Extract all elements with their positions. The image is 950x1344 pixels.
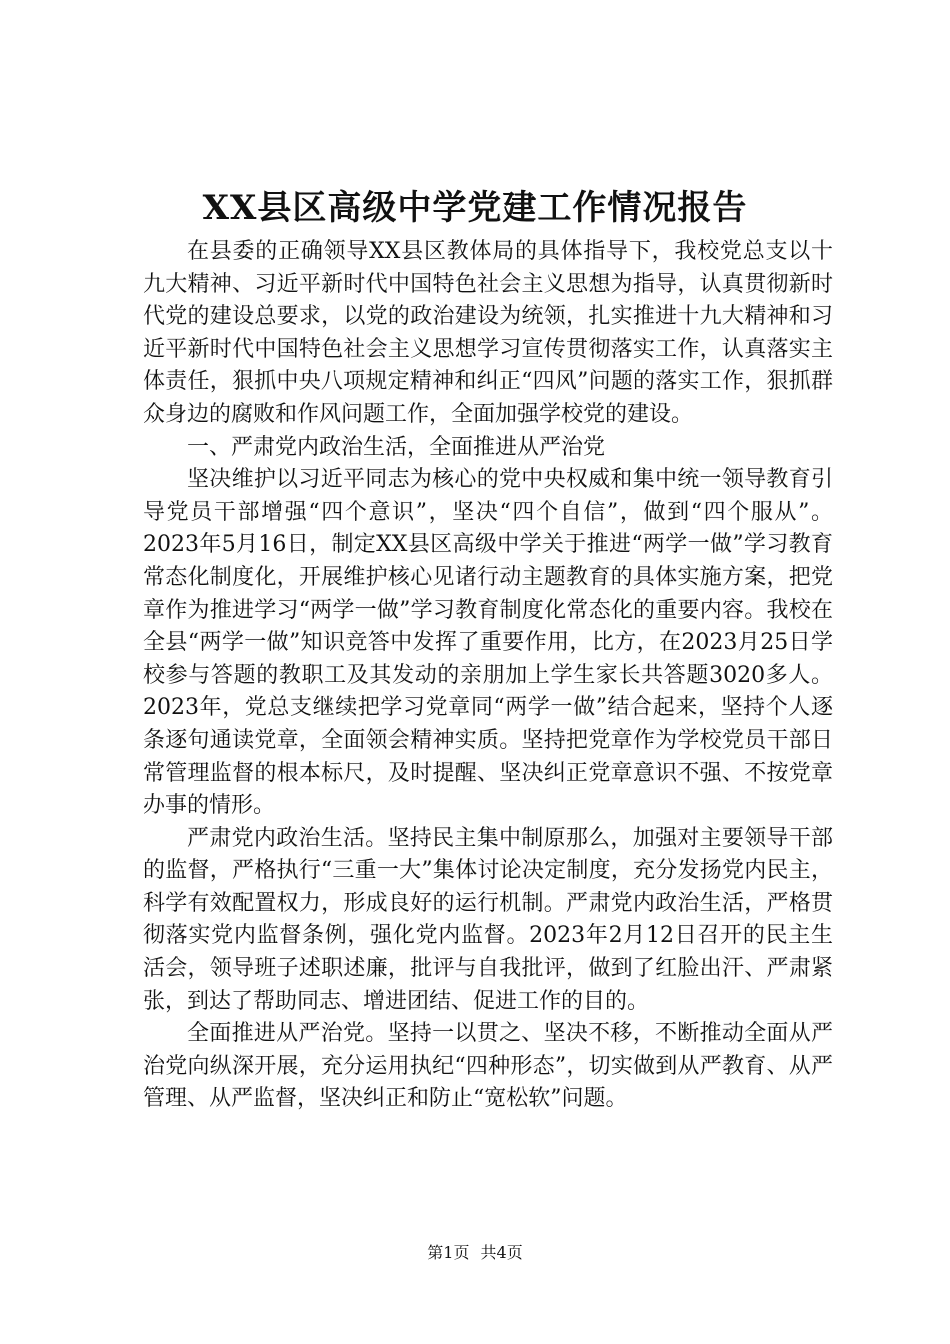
document-title: XX县区高级中学党建工作情况报告 <box>202 188 748 228</box>
paragraph-intro: 在县委的正确领导XX县区教体局的具体指导下，我校党总支以十九大精神、习近平新时代中国特色社会主义思想为指导，认真贯彻新时代党的建设总要求，以党的政治建设为统领，扎实推进十九大精神和习近平新时代中国特色社会主义思想学习宣传贯彻落实工作，认真落实主体责任，狠抓中央八项规定精神和纠正“四风”问题的落实工作，狠抓群众身边的腐败和作风问题工作，全面加强学校党的建设。 <box>143 239 833 427</box>
paragraph-strict-governance: 全面推进从严治党。坚持一以贯之、坚决不移，不断推动全面从严治党向纵深开展，充分运用执纪“四种形态”，切实做到从严教育、从严管理、从严监督，坚决纠正和防止“宽松软”问题。 <box>143 1021 833 1112</box>
paragraph-leadership: 坚决维护以习近平同志为核心的党中央权威和集中统一领导教育引导党员干部增强“四个意识”，坚决“四个自信”，做到“四个服从”。2023年5月16日，制定XX县区高级中学关于推进“两学一做”学习教育常态化制度化，开展维护核心见诸行动主题教育的具体实施方案，把党章作为推进学习“两学一做”学习教育制度化常态化的重要内容。我校在全县“两学一做”知识竞答中发挥了重要作用，比方，在2023月25日学校参与答题的教职工及其发动的亲朋加上学生家长共答题3020多人。2023年，党总支继续把学习党章同“两学一做”结合起来，坚持个人逐条逐句通读党章，全面领会精神实质。坚持把党章作为学校党员干部日常管理监督的根本标尺，及时提醒、坚决纠正党章意识不强、不按党章办事的情形。 <box>143 467 833 819</box>
page-total: 共4页 <box>480 1243 523 1262</box>
page-footer <box>0 1242 950 1264</box>
document-body <box>143 236 833 1116</box>
page-number: 第1页 <box>427 1243 470 1262</box>
paragraph-political-life: 严肃党内政治生活。坚持民主集中制原那么，加强对主要领导干部的监督，严格执行“三重一大”集体讨论决定制度，充分发扬党内民主，科学有效配置权力，形成良好的运行机制。严肃党内政治生活，严格贯彻落实党内监督条例，强化党内监督。2023年2月12日召开的民主生活会，领导班子述职述廉，批评与自我批评，做到了红脸出汗、严肃紧张，到达了帮助同志、增进团结、促进工作的目的。 <box>143 825 833 1014</box>
section-heading: 一、严肃党内政治生活，全面推进从严治党 <box>187 434 606 460</box>
